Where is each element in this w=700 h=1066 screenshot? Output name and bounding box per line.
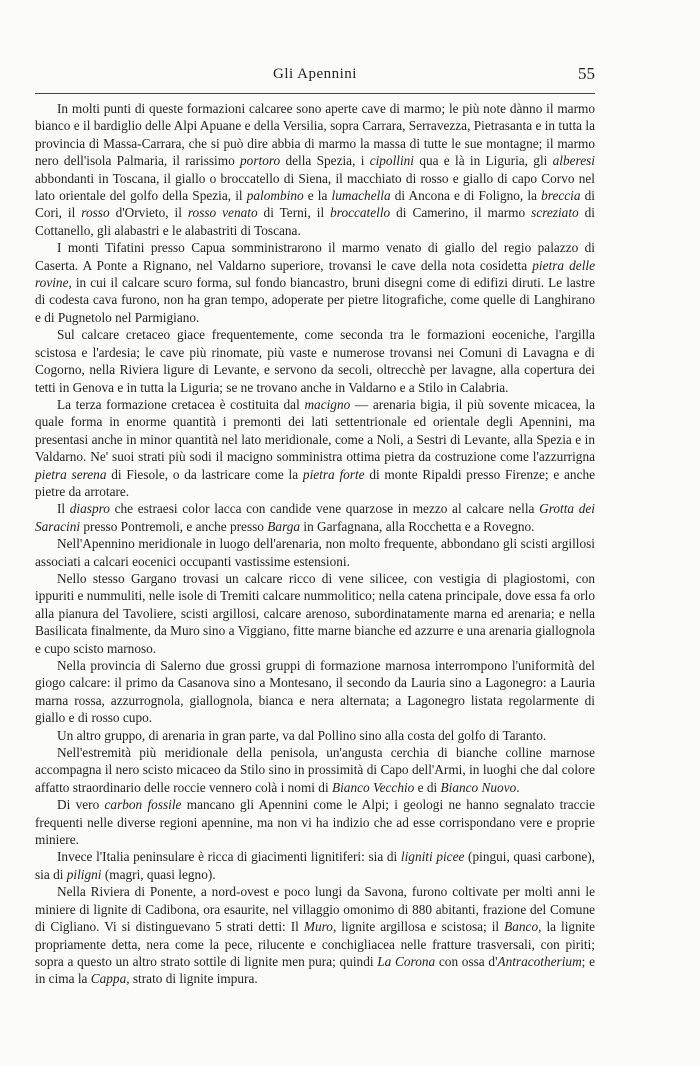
text-run: della Spezia, i bbox=[280, 153, 370, 169]
text-run: d'Orvieto, il bbox=[109, 205, 188, 221]
text-run: . bbox=[516, 779, 520, 795]
text-run: I monti Tifatini presso Capua somministrarono il marmo venato di giallo del regio palazzo di Caserta. A Ponte a Rignano, nel Valdarno superiore, trovansi le cave della nota cosidetta bbox=[35, 240, 595, 273]
text-run: di monte Ripaldi presso Firenze; e anche pietre da arrotare. bbox=[35, 466, 596, 499]
paragraph bbox=[35, 535, 595, 570]
italic-term: Muro bbox=[303, 919, 333, 935]
text-run: di Terni, il bbox=[257, 205, 331, 221]
text-run: con ossa d' bbox=[435, 953, 498, 969]
paragraph bbox=[35, 570, 595, 657]
text-run: Nell'Apennino meridionale in luogo dell'arenaria, non molto frequente, abbondano gli scisti argillosi associati a calcari eocenici occupanti vastissime estensioni. bbox=[35, 536, 595, 569]
paragraph bbox=[35, 396, 595, 500]
italic-term: Bianco Vecchio bbox=[331, 779, 415, 795]
text-run: In molti punti di queste formazioni calcaree sono aperte cave di marmo; le più note dànno il marmo bianco e il bardiglio delle Alpi Apuane e della Versilia, sopra Carrara, Serravezza, Pietrasanta e in tutta la provincia di Massa-Carrara, che si può dire abbia di marmo la massa di tutte le sue montagne; il marmo nero dell'isola Palmaria, il rarissimo bbox=[35, 101, 595, 169]
text-run: Un altro gruppo, di arenaria in gran parte, va dal Pollino sino alla costa del golfo di Taranto. bbox=[57, 727, 547, 743]
text-run: di Camerino, il marmo bbox=[390, 205, 532, 221]
text-run: (pingui, quasi carbone), sia di bbox=[35, 849, 595, 882]
italic-term: rosso bbox=[81, 205, 110, 221]
text-run: , strato di lignite impura. bbox=[126, 971, 258, 987]
italic-term: rosso venato bbox=[187, 205, 258, 221]
italic-term: Banco bbox=[504, 919, 539, 935]
text-run: mancano gli Apennini come le Alpi; i geologi ne hanno segnalato traccie frequenti nelle diverse regioni apennine, ma non vi ha indizio che ad esse corrispondano vere e proprie miniere. bbox=[35, 797, 595, 848]
text-run: , la lignite propriamente detta, nera come la pece, rilucente e conchigliacea nelle fratture trasversali, con piriti; sopra a questo un altro strato sottile di lignite men pura; quindi bbox=[35, 919, 596, 969]
paragraph bbox=[35, 657, 595, 727]
italic-term: ligniti picee bbox=[400, 849, 465, 865]
text-run: di Fiesole, o da lastricare come la bbox=[106, 466, 303, 482]
text-run: in Garfagnana, alla Rocchetta e a Rovegno. bbox=[300, 518, 535, 534]
running-title: Gli Apennini bbox=[273, 66, 357, 82]
italic-term: pietra forte bbox=[302, 466, 365, 482]
text-run: Nell'estremità più meridionale della penisola, un'angusta cerchia di bianche colline marnose accompagna il nero scisto micaceo da Stilo sino in prossimità di Capo dell'Armi, in luoghi che dal colore affatto straordinario delle roccie vennero colà i nomi di bbox=[35, 745, 595, 795]
header-rule bbox=[35, 93, 595, 94]
page-header bbox=[35, 62, 595, 90]
italic-term: screziato bbox=[531, 205, 579, 221]
text-run: presso Pontremoli, e anche presso bbox=[80, 518, 268, 534]
italic-term: lumachella bbox=[331, 188, 391, 204]
text-run: Di vero bbox=[57, 797, 105, 813]
text-run: di Cottanello, gli alabastri e le alabastriti di Toscana. bbox=[35, 205, 595, 238]
page-number: 55 bbox=[578, 64, 595, 83]
italic-term: carbon fossile bbox=[104, 797, 182, 813]
paragraph bbox=[35, 326, 595, 396]
italic-term: Grotta dei Saracini bbox=[35, 501, 595, 534]
italic-term: La Corona bbox=[377, 953, 436, 969]
text-run: Nella Riviera di Ponente, a nord-ovest e poco lungi da Savona, furono coltivate per molti anni le miniere di lignite di Cadibona, ora esaurite, nel villaggio omonimo di 880 abitanti, frazione del Comune di Cigliano. Vi si distinguevano 5 strati detti: Il bbox=[35, 884, 595, 935]
paragraph bbox=[35, 239, 595, 326]
text-run: Nella provincia di Salerno due grossi gruppi di formazione marnosa interrompono l'uniformità del giogo calcare: il primo da Casanova sino a Montesano, il secondo da Lauria sino a Lagonegro: a Lauria marna rossa, azzurrognola, giallognola, bianca e nera alternata; a Lagonegro listata regolarmente di giallo e di rosso cupo. bbox=[35, 658, 595, 726]
text-run: Il bbox=[57, 501, 70, 517]
italic-term: Barga bbox=[267, 518, 301, 534]
text-run: che estraesi color lacca con candide vene quarzose in mezzo al calcare nella bbox=[109, 501, 540, 517]
italic-term: Antracotherium bbox=[497, 953, 582, 969]
text-run: — arenaria bigia, il più sovente micacea, la quale forma in enorme quantità i premonti dei lati settentrionale ed orientale degli Apennini, ma presentasi anche in minor quantità nel lato meridionale, come a Noli, a Sestri di Levante, alla Spezia e in Valdarno. Ne' suoi strati più sodi il macigno somministra ottima pietra da costruzione come l'azzurrigna bbox=[35, 396, 596, 465]
text-run: , in cui il calcare scuro forma, sul fondo biancastro, bruni disegni come di edifizi diruti. Le lastre di codesta cava furono, non ha gran tempo, adoperate per pietre litografiche, come quelle di Langhirano e di Pugnetolo nel Parmigiano. bbox=[35, 275, 595, 325]
paragraph bbox=[35, 727, 595, 744]
text-run: di Cori, il bbox=[35, 188, 595, 221]
text-run: e di bbox=[414, 779, 441, 795]
paragraph bbox=[35, 500, 595, 535]
text-run: Invece l'Italia peninsulare è ricca di giacimenti lignitiferi: sia di bbox=[57, 849, 401, 865]
text-run: Sul calcare cretaceo giace frequentemente, come seconda tra le formazioni eoceniche, l'argilla scistosa e l'ardesia; le cave più rinomate, più vaste e numerose trovansi nei Comuni di Lavagna e di Cogorno, nella Riviera ligure di Levante, e servono da secoli, oltrecchè per lavagne, alla copertura dei tetti in Genova e in tutta la Liguria; se ne trovano anche in Valdarno e a Stilo in Calabria. bbox=[35, 327, 595, 395]
body-text bbox=[35, 100, 595, 988]
text-run: di Ancona e di Foligno, la bbox=[390, 188, 542, 204]
italic-term: broccatello bbox=[330, 205, 391, 221]
italic-term: Cappa bbox=[90, 971, 127, 987]
italic-term: portoro bbox=[240, 153, 281, 169]
text-run: abbondanti in Toscana, il giallo o broccatello di Siena, il macchiato di rosso e giallo di capo Corvo nel lato orientale del golfo della Spezia, il bbox=[35, 170, 595, 204]
italic-term: breccia bbox=[541, 188, 581, 204]
paragraph bbox=[35, 744, 595, 796]
italic-term: Bianco Nuovo bbox=[440, 779, 517, 795]
text-run: Nello stesso Gargano trovasi un calcare ricco di vene silicee, con vestigia di plagiostomi, con ippuriti e nummuliti, nelle isole di Tremiti calcare nummolitico; nella catena principale, dove essa fa orlo alla pianura del Tavoliere, scisti argillosi, calcare arenoso, subordinatamente marna ed arenaria; e nella Basilicata finalmente, da Muro sino a Viggiano, fitte marne bianche ed azzurre e una arenaria giallognola e cupo scisto marnoso. bbox=[35, 570, 595, 656]
text-run: qua e là in Liguria, gli bbox=[414, 153, 553, 169]
text-run: , lignite argillosa e scistosa; il bbox=[332, 919, 505, 935]
paragraph bbox=[35, 796, 595, 848]
italic-term: piligni bbox=[66, 866, 102, 882]
italic-term: palombino bbox=[246, 188, 304, 204]
text-run: (magri, quasi legno). bbox=[101, 866, 216, 882]
italic-term: diaspro bbox=[69, 501, 110, 517]
italic-term: cipollini bbox=[369, 153, 415, 169]
text-run: e la bbox=[303, 188, 332, 204]
italic-term: pietra serena bbox=[35, 466, 107, 482]
text-run: La terza formazione cretacea è costituita dal bbox=[57, 396, 305, 412]
italic-term: alberesi bbox=[552, 153, 595, 169]
text-run: ; e in cima la bbox=[35, 953, 595, 987]
paragraph bbox=[35, 883, 595, 987]
italic-term: macigno bbox=[304, 396, 351, 412]
paragraph bbox=[35, 100, 595, 239]
italic-term: pietra delle rovine bbox=[35, 257, 595, 291]
paragraph bbox=[35, 848, 595, 883]
